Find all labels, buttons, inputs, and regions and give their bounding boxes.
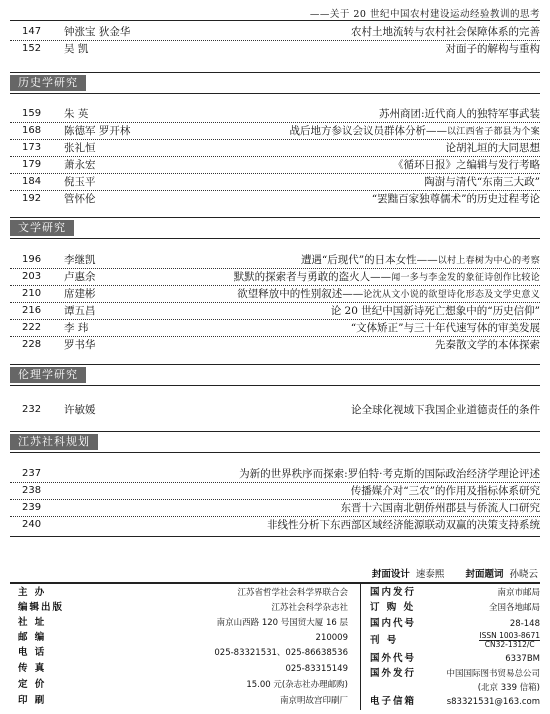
article-title: “罢黜百家独尊儒术”的历史过程考论 [371, 193, 540, 205]
article-title: 《循环日报》之编辑与发行考略 [393, 159, 540, 171]
author: 李继凯 [64, 254, 96, 266]
author: 陈德军 罗开林 [64, 125, 131, 137]
page-number: 210 [22, 288, 42, 299]
author: 李 玮 [64, 322, 89, 334]
page-number: 168 [22, 125, 42, 136]
info-line: (北京 339 信箱) [477, 683, 540, 693]
section-label: 历史学研究 [10, 75, 86, 91]
article-title: 农村土地流转与农村社会保障体系的完善 [351, 26, 540, 38]
page-number: 147 [22, 26, 42, 37]
info-line: 印 刷 南京明故宫印刷厂 [18, 695, 348, 706]
toc-entry[interactable] [10, 269, 540, 285]
info-line: 编辑出版 江苏社会科学杂志社 [18, 602, 348, 613]
section-label: 文学研究 [10, 220, 74, 236]
info-line: 传 真 025-83315149 [18, 663, 348, 674]
toc-entry[interactable] [10, 483, 540, 499]
article-title: 欲望释放中的性别叙述——论沈从文小说的欲望诗化形态及文学史意义 [237, 288, 540, 300]
author: 萧永宏 [64, 159, 96, 171]
section-label: 江苏社科规划 [10, 434, 98, 450]
page-number: 159 [22, 108, 42, 119]
article-title: 对面子的解构与重构 [445, 43, 540, 55]
info-line: 订 购 处 全国各地邮局 [370, 602, 540, 613]
column-divider [360, 584, 361, 710]
section-header [10, 431, 540, 453]
article-title: 陶澍与清代“东南三大政” [424, 176, 540, 188]
toc-entry[interactable] [10, 191, 540, 207]
article-title: 传播媒介对“三农”的作用及指标体系研究 [350, 485, 540, 497]
toc-entry[interactable] [10, 286, 540, 302]
section-header [10, 72, 540, 94]
article-title: 东晋十六国南北朝侨州郡县与侨流人口研究 [340, 502, 540, 514]
author: 罗书华 [64, 339, 96, 351]
article-title: “文体矫正”与三十年代速写体的审美发展 [350, 322, 540, 334]
author: 钟涨宝 狄金华 [64, 26, 131, 38]
continued-subtitle: ——关于 20 世纪中国农村建设运动经验教训的思考 [309, 9, 540, 20]
author: 吴 凯 [64, 43, 89, 55]
page-number: 232 [22, 404, 42, 415]
article-title: 苏州商团:近代商人的独特军事武装 [378, 108, 540, 120]
article-title: 为新的世界秩序而探索:罗伯特·考克斯的国际政治经济学理论评述 [239, 468, 540, 480]
author: 倪玉平 [64, 176, 96, 188]
info-line: 电 话 025-83321531、025-86638536 [18, 647, 348, 658]
page-number: 173 [22, 142, 42, 153]
article-title: 遭遇“后现代”的日本女性——以村上春树为中心的考察 [300, 254, 540, 266]
info-line: 刊 号 ISSN 1003-8671 CN32-1312/C [370, 631, 540, 649]
divider [10, 20, 540, 21]
info-line: 电子信箱 s83321531@163.com [370, 696, 540, 707]
toc-entry[interactable] [10, 174, 540, 190]
article-title: 默默的探索者与勇敢的盗火人——闻一多与李金发的象征诗创作比较论 [233, 271, 540, 283]
page-number: 239 [22, 502, 42, 513]
toc-entry[interactable] [10, 157, 540, 173]
toc-entry[interactable] [10, 517, 540, 533]
article-title: 论 20 世纪中国新诗死亡想象中的“历史信仰” [330, 305, 540, 317]
info-line: 国外发行 中国国际图书贸易总公司 [370, 668, 540, 679]
page-number: 228 [22, 339, 42, 350]
author: 席建彬 [64, 288, 96, 300]
cover-credits [372, 566, 538, 580]
cover-title-value: 孙晓云 [509, 569, 538, 580]
author: 张礼恒 [64, 142, 96, 154]
article-title: 非线性分析下东西部区域经济能源联动双赢的决策支持系统 [267, 519, 540, 531]
info-line: 国内代号 28-148 [370, 618, 540, 629]
article-title: 论全球化视域下我国企业道德责任的条件 [351, 404, 540, 416]
info-line: 社 址 南京山西路 120 号国贸大厦 16 层 [18, 617, 348, 628]
section-label: 伦理学研究 [10, 367, 86, 383]
toc-entry[interactable] [10, 252, 540, 268]
author: 谭五昌 [64, 305, 96, 317]
article-title: 战后地方参议会议员群体分析——以江西省子都县为个案 [289, 125, 540, 137]
article-title: 论胡礼垣的大同思想 [445, 142, 540, 154]
toc-entry[interactable] [10, 106, 540, 122]
cover-design-label: 封面设计 [371, 569, 410, 580]
author: 朱 英 [64, 108, 89, 120]
page-number: 196 [22, 254, 42, 265]
toc-entry[interactable] [10, 320, 540, 336]
cover-title-label: 封面题词 [465, 569, 504, 580]
page-number: 222 [22, 322, 42, 333]
page-number: 216 [22, 305, 42, 316]
info-line: 定 价 15.00 元(杂志社办理邮购) [18, 679, 348, 690]
page-number: 240 [22, 519, 42, 530]
toc-entry[interactable] [10, 337, 540, 353]
section-header [10, 217, 540, 239]
issn-block: ISSN 1003-8671 CN32-1312/C [479, 631, 540, 649]
toc-entry[interactable] [10, 303, 540, 319]
toc-entry[interactable] [10, 41, 540, 57]
toc-entry[interactable] [10, 24, 540, 40]
info-line: 国外代号 6337BM [370, 653, 540, 664]
toc-entry[interactable] [10, 123, 540, 139]
cover-design-value: 速泰熙 [415, 569, 445, 580]
toc-entry[interactable] [10, 402, 540, 418]
page-number: 203 [22, 271, 42, 282]
info-line: 主 办 江苏省哲学社会科学界联合会 [18, 587, 348, 598]
article-title: 先秦散文学的本体探索 [435, 339, 540, 351]
toc-entry[interactable] [10, 466, 540, 482]
page-number: 238 [22, 485, 42, 496]
publication-info [10, 582, 540, 710]
info-line: 邮 编 210009 [18, 632, 348, 643]
author: 卢惠余 [64, 271, 96, 283]
page-number: 152 [22, 43, 42, 54]
page-number: 184 [22, 176, 42, 187]
page-number: 192 [22, 193, 42, 204]
page-number: 179 [22, 159, 42, 170]
section-header [10, 364, 540, 386]
author: 许敏媛 [64, 404, 96, 416]
divider [10, 536, 540, 537]
info-line: 国内发行 南京市邮局 [370, 587, 540, 598]
author: 管怀伦 [64, 193, 96, 205]
toc-entry[interactable] [10, 140, 540, 156]
page-number: 237 [22, 468, 42, 479]
toc-entry[interactable] [10, 500, 540, 516]
